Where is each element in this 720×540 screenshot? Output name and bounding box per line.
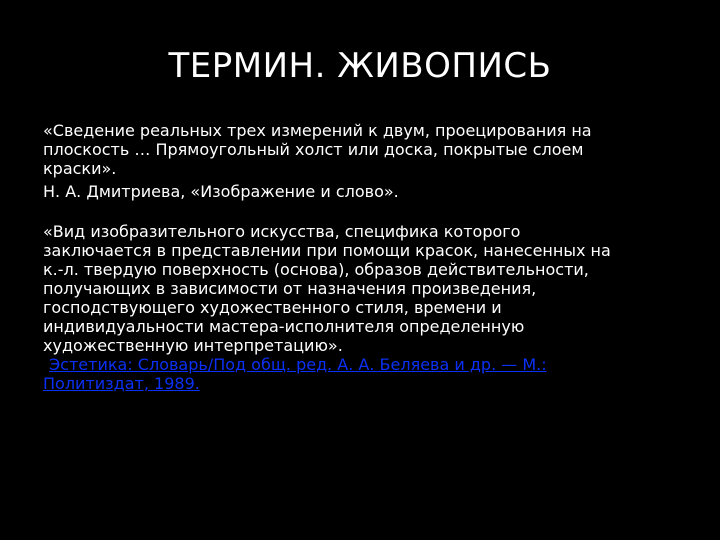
- quote-2-line: «Вид изобразительного искусства, специфика которого: [43, 222, 521, 241]
- source-1: Н. А. Дмитриева, «Изображение и слово».: [43, 182, 399, 201]
- source-2: [43, 355, 693, 393]
- source-2-link-continued[interactable]: Политиздат, 1989.: [43, 374, 200, 393]
- quote-1-line: плоскость … Прямоугольный холст или доска, покрытые слоем: [43, 140, 584, 159]
- quote-1-line: «Сведение реальных трех измерений к двум, проецирования на: [43, 121, 592, 140]
- slide-body: [43, 121, 693, 393]
- slide-title: ТЕРМИН. ЖИВОПИСЬ: [168, 46, 552, 86]
- quote-2-line: получающих в зависимости от назначения произведения,: [43, 279, 537, 298]
- quote-2-line: к.-л. твердую поверхность (основа), образов действительности,: [43, 260, 589, 279]
- source-2-link-line: [43, 374, 693, 393]
- quote-1-line: краски».: [43, 159, 117, 178]
- quote-2-line: господствующего художественного стиля, времени и: [43, 298, 502, 317]
- quote-2-line: заключается в представлении при помощи красок, нанесенных на: [43, 241, 611, 260]
- source-2-link-line: [43, 355, 693, 374]
- quote-2: [43, 222, 693, 355]
- quote-1: [43, 121, 693, 178]
- source-2-link[interactable]: Эстетика: Словарь/Под общ. ред. А. А. Беляева и др. — М.:: [49, 355, 547, 374]
- quote-2-line: индивидуальности мастера-исполнителя определенную: [43, 317, 525, 336]
- quote-2-line: художественную интерпретацию».: [43, 336, 343, 355]
